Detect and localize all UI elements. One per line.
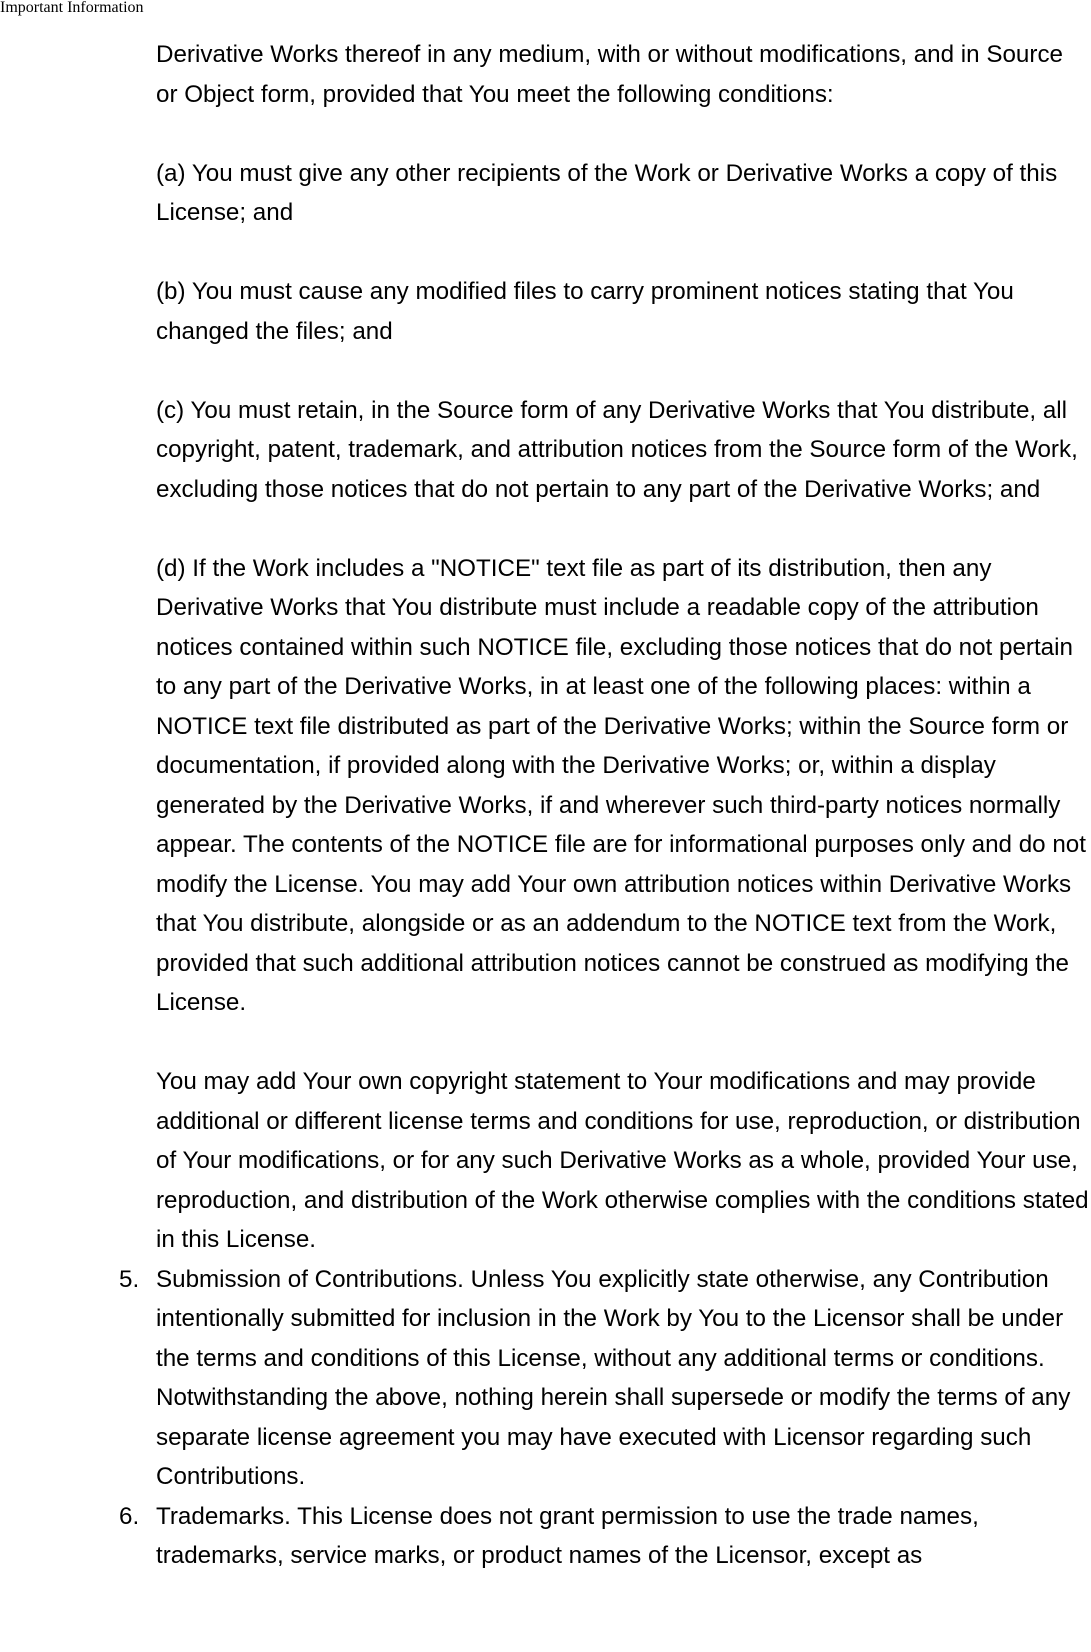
closing-paragraph: You may add Your own copyright statement to Your modifications and may provide additional or different license terms and conditions for use, reproduction, or distribution of Your modifications, or for any such Derivative Works as a whole, provided Your use, reproduction, and distribution of the Work otherwise complies with the conditions stated in this License. [156,1068,1089,1253]
condition-d: (d) If the Work includes a "NOTICE" text file as part of its distribution, then any Derivative Works that You distribute must include a readable copy of the attribution notices contained within such NOTICE file, excluding those notices that do not pertain to any part of the Derivative Works, in at least one of the following places: within a NOTICE text file distributed as part of the Derivative Works; within the Source form or documentation, if provided along with the Derivative Works; or, within a display generated by the Derivative Works, if and wherever such third-party notices normally appear. The contents of the NOTICE file are for informational purposes only and do not modify the License. You may add Your own attribution notices within Derivative Works that You distribute, alongside or as an addendum to the NOTICE text from the Work, provided that such additional attribution notices cannot be construed as modifying the License. [156,554,1086,1016]
license-text [119,35,1091,1576]
list-item-6 [119,1497,1091,1576]
list-number: 5. [119,1265,140,1293]
list-item-text: Trademarks. This License does not grant permission to use the trade names, trademarks, service marks, or product names of the Licensor, except as [156,1502,979,1569]
intro-paragraph: Derivative Works thereof in any medium, with or without modifications, and in Source or Object form, provided that You meet the following conditions: [156,41,1063,108]
list-item-text: Submission of Contributions. Unless You explicitly state otherwise, any Contribution intentionally submitted for inclusion in the Work by You to the Licensor shall be under the terms and conditions of this License, without any additional terms or conditions. Notwithstanding the above, nothing herein shall supersede or modify the terms of any separate license agreement you may have executed with Licensor regarding such Contributions. [156,1265,1071,1490]
condition-c: (c) You must retain, in the Source form of any Derivative Works that You distribute, all copyright, patent, trademark, and attribution notices from the Source form of the Work, excluding those notices that do not pertain to any part of the Derivative Works; and [156,396,1078,503]
condition-b: (b) You must cause any modified files to carry prominent notices stating that You changed the files; and [156,278,1014,345]
page-header-title: Important Information [0,0,144,16]
list-number: 6. [119,1502,140,1530]
condition-a: (a) You must give any other recipients of the Work or Derivative Works a copy of this License; and [156,159,1058,226]
list-item-5 [119,1260,1091,1497]
